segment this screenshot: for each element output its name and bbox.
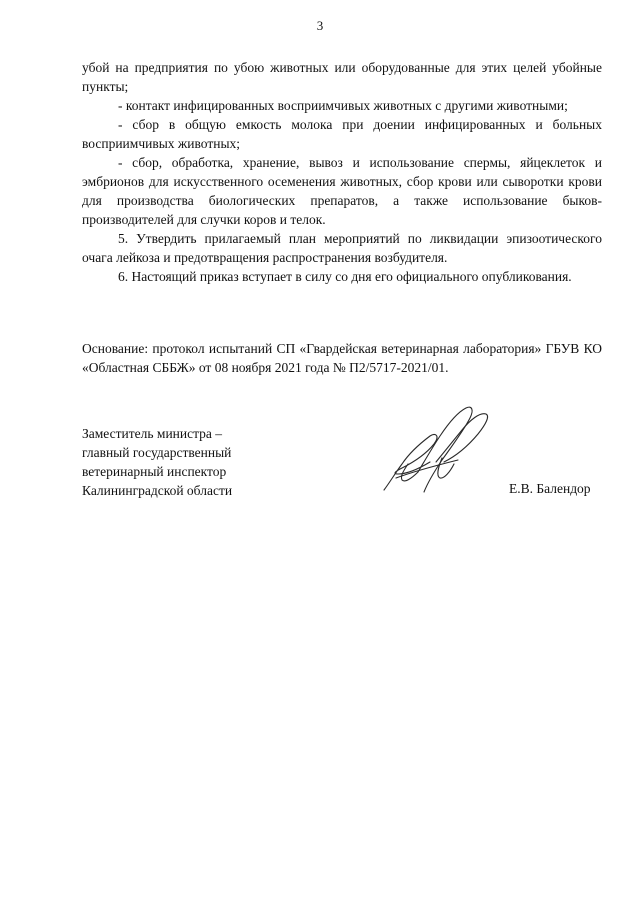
signer-title-line: главный государственный — [82, 445, 232, 460]
paragraph-milk-collection: - сбор в общую емкость молока при доении инфицированных и больных восприимчивых животных; — [82, 117, 602, 151]
paragraph-slaughter-continuation: убой на предприятия по убою животных или оборудованные для этих целей убойные пункты; — [82, 60, 602, 94]
signer-title-line: Заместитель министра – — [82, 426, 223, 441]
signer-name: Е.В. Балендор — [509, 481, 591, 496]
signer-title-line: ветеринарный инспектор — [82, 464, 227, 479]
document-body — [82, 58, 602, 286]
paragraph-item-6: 6. Настоящий приказ вступает в силу со дня его официального опубликования. — [118, 269, 572, 284]
handwritten-signature — [378, 402, 496, 502]
page-number: 3 — [316, 18, 324, 33]
basis-note: Основание: протокол испытаний СП «Гвардейская ветеринарная лаборатория» ГБУВ КО «Областная СББЖ» от 08 ноября 2021 года № П2/5717-2021/01. — [82, 341, 602, 375]
signer-title-line: Калининградской области — [82, 483, 233, 498]
paragraph-sperm-embryos: - сбор, обработка, хранение, вывоз и использование спермы, яйцеклеток и эмбрионов для искусственного осеменения животных, сбор крови или сыворотки крови для производства биологических препаратов, а также использование быков-производителей для случки коров и телок. — [82, 155, 602, 227]
signer-title-block — [82, 424, 302, 500]
paragraph-contact-animals: - контакт инфицированных восприимчивых животных с другими животными; — [118, 98, 568, 113]
paragraph-item-5: 5. Утвердить прилагаемый план мероприятий по ликвидации эпизоотического очага лейкоза и предотвращения распространения возбудителя. — [82, 231, 602, 265]
